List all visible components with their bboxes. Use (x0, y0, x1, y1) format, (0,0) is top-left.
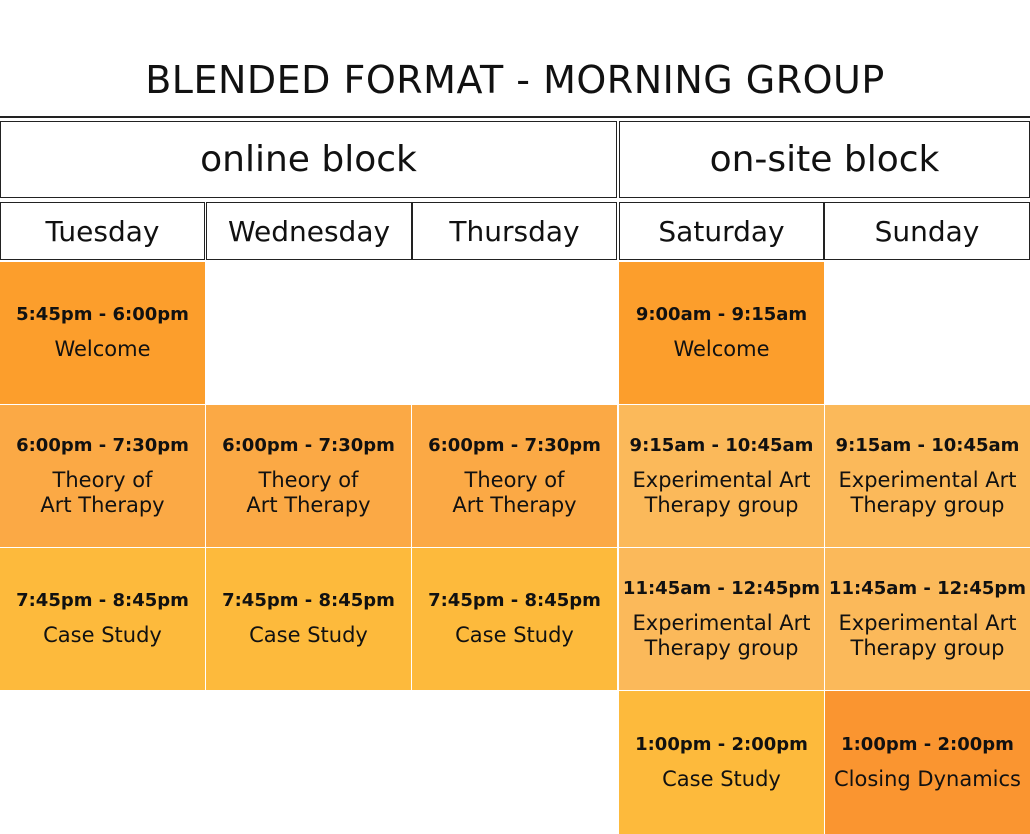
session-cell (206, 405, 411, 547)
session-activity: Case Study (662, 766, 781, 791)
online-block-label: online block (200, 139, 417, 180)
day-header-wednesday (206, 202, 412, 260)
session-cell (0, 262, 205, 404)
day-label-tuesday: Tuesday (45, 214, 160, 248)
session-time: 9:15am - 10:45am (835, 434, 1020, 456)
day-header-sunday (824, 202, 1030, 260)
session-time: 5:45pm - 6:00pm (16, 304, 189, 325)
day-label-wednesday: Wednesday (227, 214, 391, 248)
onsite-block-header (619, 121, 1030, 198)
session-cell (825, 691, 1030, 834)
day-label-saturday: Saturday (658, 214, 785, 248)
session-activity: Case Study (455, 623, 574, 647)
session-time: 7:45pm - 8:45pm (428, 590, 601, 611)
session-time: 1:00pm - 2:00pm (841, 733, 1014, 755)
session-cell (0, 548, 205, 690)
session-time: 11:45am - 12:45pm (622, 577, 821, 599)
session-time: 9:00am - 9:15am (635, 304, 808, 325)
session-time: 6:00pm - 7:30pm (16, 434, 189, 456)
session-activity: Closing Dynamics (834, 766, 1021, 791)
session-cell (412, 548, 617, 690)
day-header-thursday (412, 202, 617, 260)
session-time: 7:45pm - 8:45pm (222, 590, 395, 611)
day-header-tuesday (0, 202, 205, 260)
day-label-thursday: Thursday (449, 214, 580, 248)
session-activity: Experimental Art Therapy group (632, 610, 811, 660)
page-title: BLENDED FORMAT - MORNING GROUP (145, 58, 885, 102)
session-activity: Experimental Art Therapy group (632, 467, 811, 517)
session-activity: Experimental Art Therapy group (838, 610, 1017, 660)
onsite-block-label: on-site block (709, 139, 940, 180)
session-cell (619, 548, 824, 690)
session-time: 11:45am - 12:45pm (828, 577, 1027, 599)
session-cell (825, 405, 1030, 547)
session-time: 9:15am - 10:45am (629, 434, 814, 456)
session-activity: Case Study (43, 623, 162, 647)
session-activity: Welcome (673, 337, 770, 361)
session-time: 6:00pm - 7:30pm (222, 434, 395, 456)
session-activity: Case Study (249, 623, 368, 647)
session-activity: Experimental Art Therapy group (838, 467, 1017, 517)
online-block-header (0, 121, 617, 198)
day-label-sunday: Sunday (874, 214, 980, 248)
title-divider (0, 116, 1030, 118)
session-cell (619, 262, 824, 404)
session-activity: Theory of Art Therapy (40, 467, 165, 517)
session-activity: Welcome (54, 337, 151, 361)
session-time: 1:00pm - 2:00pm (635, 733, 808, 755)
session-cell (619, 691, 824, 834)
session-time: 6:00pm - 7:30pm (428, 434, 601, 456)
session-time: 7:45pm - 8:45pm (16, 590, 189, 611)
day-header-saturday (619, 202, 824, 260)
session-cell (0, 405, 205, 547)
session-cell (619, 405, 824, 547)
session-cell (412, 405, 617, 547)
session-activity: Theory of Art Therapy (246, 467, 371, 517)
session-cell (206, 548, 411, 690)
session-activity: Theory of Art Therapy (452, 467, 577, 517)
session-cell (825, 548, 1030, 690)
